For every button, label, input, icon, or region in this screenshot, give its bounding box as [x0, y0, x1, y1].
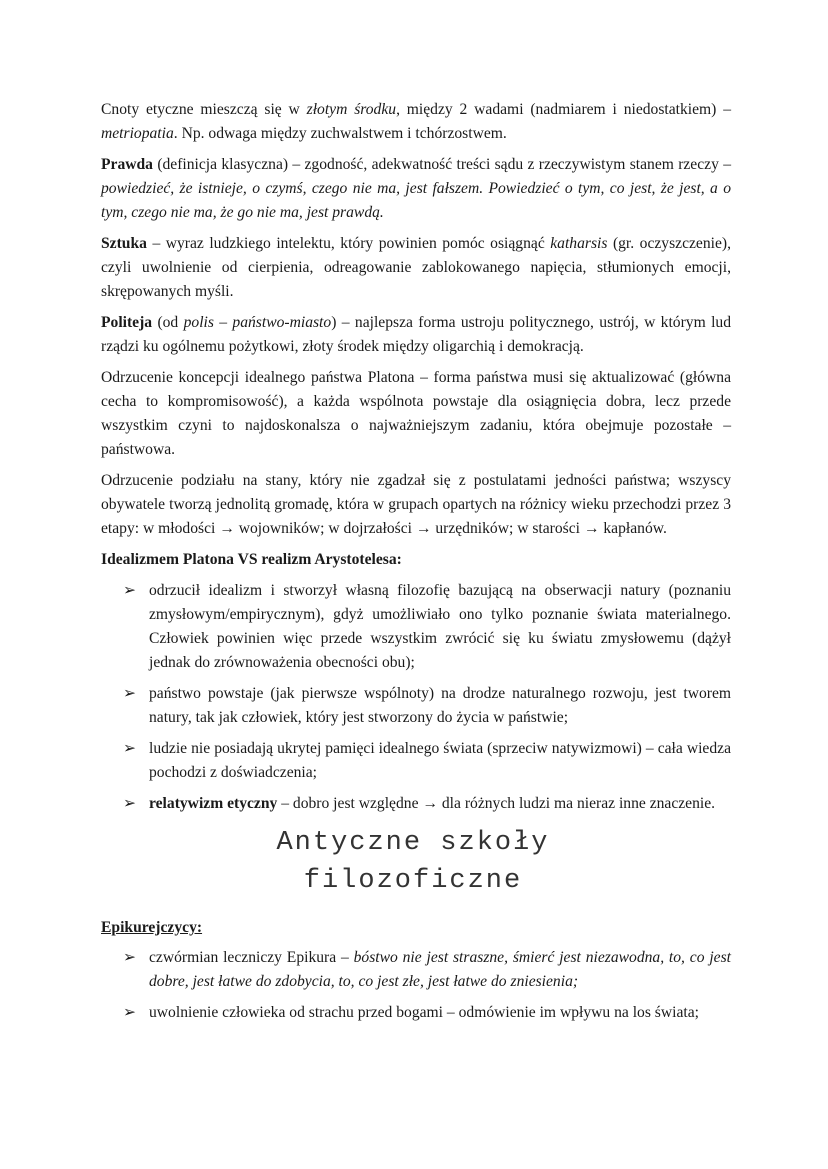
paragraph-social-classes: Odrzucenie podziału na stany, który nie zgadzał się z postulatami jedności państwa; wszyscy obywatele tworzą jednolitą gromadę, która w grupach opartych na różnicy wieku przechodzi przez 3 etapy: w młodości → wojowników; w dojrzałości → urzędników; w starości → kapłanów. — [101, 472, 731, 537]
bold-term: Sztuka — [101, 235, 147, 252]
arrow-bullet-icon: ➢ — [123, 685, 137, 702]
section-title-line: filozoficzne — [303, 866, 523, 896]
text: , między 2 wadami (nadmiarem i niedostatkiem) – — [396, 101, 731, 118]
arrow-bullet-icon: ➢ — [123, 740, 137, 757]
list-item — [123, 946, 731, 994]
arrow-bullet-icon: ➢ — [123, 795, 137, 812]
text: ) – najlepsza forma ustroju politycznego, ustrój, w którym lud rządzi ku ogólnemu pożytkowi, złoty środek między oligarchią i demokracją. — [101, 314, 731, 355]
document-page — [101, 98, 731, 1032]
paragraph-art — [101, 232, 731, 304]
bold-term: Politeja — [101, 314, 153, 331]
list-item-text: ludzie nie posiadają ukrytej pamięci idealnego świata (sprzeciw natywizmowi) – cała wiedza pochodzi z doświadczenia; — [149, 740, 731, 781]
text: (definicja klasyczna) – zgodność, adekwatność treści sądu z rzeczywistym stanem rzeczy – — [152, 156, 731, 173]
italic-quote: bóstwo nie jest straszne, śmierć jest niezawodna, to, co jest dobre, jest łatwe do zdobycia, to, co jest złe, jest łatwe do zniesienia; — [149, 949, 731, 990]
text: (od — [152, 314, 184, 331]
list-item-text: czwórmian leczniczy Epikura – — [149, 949, 354, 966]
text: . Np. odwaga między zuchwalstwem i tchórzostwem. — [173, 125, 507, 142]
italic-term: katharsis — [550, 235, 608, 252]
heading-idealism-realism — [101, 548, 731, 572]
section-title — [95, 824, 731, 900]
bold-term: relatywizm etyczny — [149, 795, 278, 812]
paragraph-politeia — [101, 311, 731, 359]
arrow-bullet-icon: ➢ — [123, 582, 137, 599]
bullet-list-epicureans — [101, 946, 731, 1025]
list-item — [123, 792, 731, 816]
heading-text: Idealizmem Platona VS realizm Arystotelesa: — [101, 551, 402, 568]
section-title-line: Antyczne szkoły — [276, 828, 550, 858]
text: Cnoty etyczne mieszczą się w — [101, 101, 307, 118]
list-item-text: uwolnienie człowieka od strachu przed bogami – odmówienie im wpływu na los świata; — [149, 1004, 699, 1021]
arrow-bullet-icon: ➢ — [123, 1004, 137, 1021]
paragraph-virtues — [101, 98, 731, 146]
list-item — [123, 1001, 731, 1025]
italic-term: metriopatia — [101, 125, 174, 142]
italic-quote: powiedzieć, że istnieje, o czymś, czego nie ma, jest fałszem. Powiedzieć o tym, co jest, że jest, a o tym, czego nie ma, że go nie ma, jest prawdą. — [101, 180, 731, 221]
list-item — [123, 737, 731, 785]
list-item-text: odrzucił idealizm i stworzył własną filozofię bazującą na obserwacji natury (poznaniu zmysłowym/empirycznym), gdyż umożliwiało ono tylko poznanie świata materialnego. Człowiek powinien więc przede wszystkim zwrócić się ku światu zmysłowemu (dążył jednak do zrównoważenia obecności obu); — [149, 582, 731, 671]
paragraph-truth — [101, 153, 731, 225]
bullet-list-realism — [101, 579, 731, 816]
text: – wyraz ludzkiego intelektu, który powinien pomóc osiągnąć — [146, 235, 551, 252]
list-item-text: państwo powstaje (jak pierwsze wspólnoty) na drodze naturalnego rozwoju, jest tworem natury, tak jak człowiek, który jest stworzony do życia w państwie; — [149, 685, 731, 726]
paragraph-ideal-state: Odrzucenie koncepcji idealnego państwa Platona – forma państwa musi się aktualizować (główna cecha to kompromisowość), a każda wspólnota powstaje dla osiągnięcia dobra, lecz przede wszystkim czyni to najdoskonalsza o najważniejszym zadaniu, która obejmuje pozostałe – państwowa. — [101, 369, 731, 458]
list-item — [123, 579, 731, 675]
bold-term: Prawda — [101, 156, 153, 173]
arrow-bullet-icon: ➢ — [123, 949, 137, 966]
heading-epicureans: Epikurejczycy: — [101, 919, 203, 936]
text: (gr. oczyszczenie), czyli uwolnienie od cierpienia, odreagowanie zablokowanego napięcia, stłumionych emocji, skrępowanych myśli. — [101, 235, 731, 300]
list-item — [123, 682, 731, 730]
italic-term: złotym środku — [306, 101, 397, 118]
list-item-text: – dobro jest względne → dla różnych ludzi ma nieraz inne znaczenie. — [277, 795, 716, 812]
italic-term: polis – państwo-miasto — [183, 314, 332, 331]
